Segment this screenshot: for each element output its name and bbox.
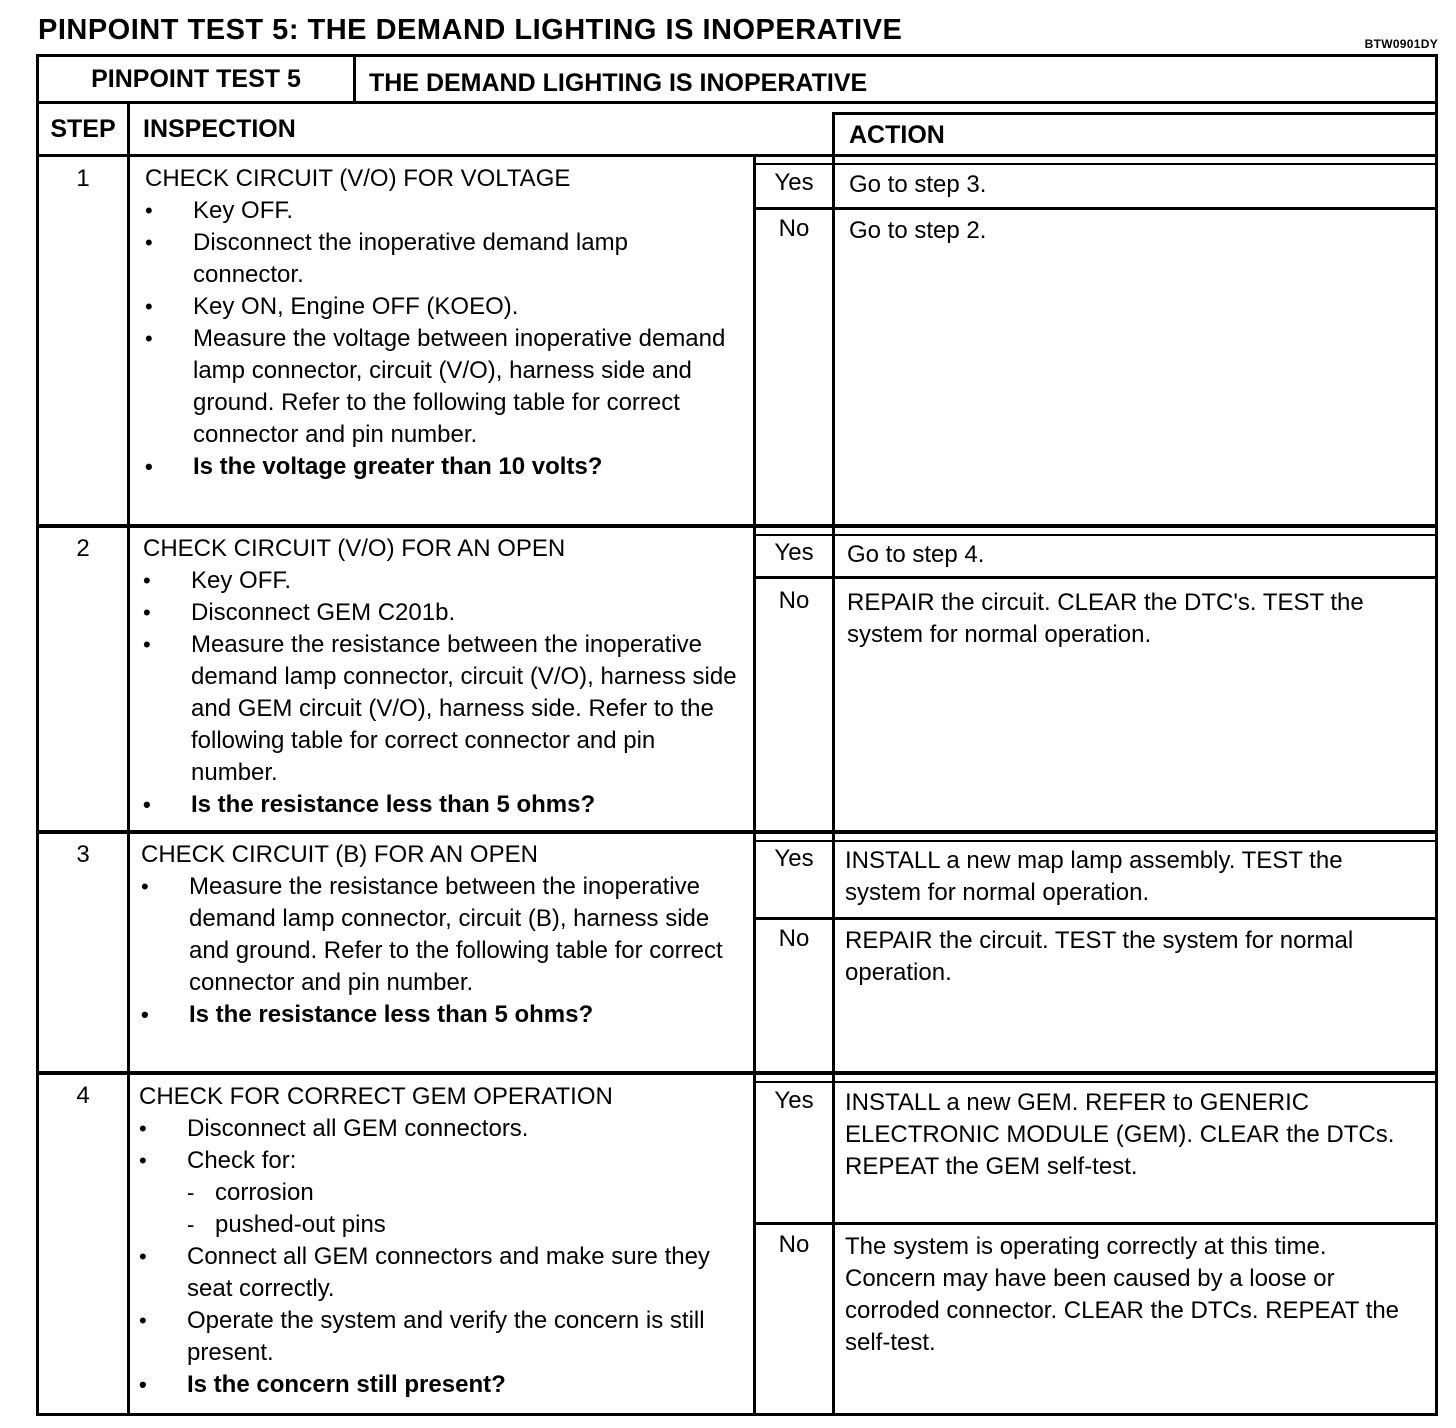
step-title: CHECK CIRCUIT (V/O) FOR AN OPEN — [143, 535, 566, 562]
inspection-cell — [143, 533, 737, 821]
inspection-cell — [141, 839, 737, 1031]
inspection-bullet-text: Check for: — [187, 1147, 297, 1174]
inspection-bullet: • Disconnect all GEM connectors. — [139, 1113, 739, 1145]
inspection-bullet — [139, 1145, 739, 1241]
test-title: THE DEMAND LIGHTING IS INOPERATIVE — [369, 69, 868, 97]
inspection-list — [141, 871, 737, 1031]
inspection-subitem: - pushed-out pins — [187, 1209, 739, 1241]
column-header-step: STEP — [50, 115, 116, 143]
inspection-bullet: • Key ON, Engine OFF (KOEO). — [145, 291, 735, 323]
inspection-sublist — [187, 1177, 739, 1241]
inspection-question: • Is the voltage greater than 10 volts? — [145, 451, 735, 483]
test-label: PINPOINT TEST 5 — [91, 65, 301, 93]
inspection-list — [145, 195, 735, 483]
no-action: REPAIR the circuit. CLEAR the DTC's. TEST the system for normal operation. — [847, 589, 1364, 648]
no-label: No — [778, 215, 810, 242]
inspection-bullet: • Operate the system and verify the concern is still present. — [139, 1305, 739, 1369]
yes-label: Yes — [774, 169, 814, 196]
step-title: CHECK FOR CORRECT GEM OPERATION — [139, 1083, 613, 1110]
pinpoint-test-table — [36, 54, 1438, 1416]
yes-label: Yes — [774, 845, 814, 872]
yes-action: INSTALL a new GEM. REFER to GENERIC ELECTRONIC MODULE (GEM). CLEAR the DTCs. REPEAT the GEM self-test. — [845, 1089, 1395, 1180]
yes-label: Yes — [774, 539, 814, 566]
inspection-question: • Is the resistance less than 5 ohms? — [141, 999, 737, 1031]
step-number: 4 — [76, 1082, 90, 1109]
inspection-question: • Is the resistance less than 5 ohms? — [143, 789, 737, 821]
step-title: CHECK CIRCUIT (B) FOR AN OPEN — [141, 841, 538, 868]
column-header-action: ACTION — [849, 121, 945, 149]
column-header-inspection: INSPECTION — [143, 115, 296, 143]
document-code: BTW0901DY — [1364, 37, 1438, 51]
yes-action: Go to step 4. — [847, 541, 985, 568]
no-label: No — [778, 925, 810, 952]
step-title: CHECK CIRCUIT (V/O) FOR VOLTAGE — [145, 165, 571, 192]
inspection-list — [139, 1113, 739, 1401]
inspection-bullet: • Connect all GEM connectors and make sure they seat correctly. — [139, 1241, 739, 1305]
no-label: No — [778, 587, 810, 614]
inspection-bullet: • Measure the voltage between inoperative demand lamp connector, circuit (V/O), harness side and ground. Refer to the following table for correct connector and pin number. — [145, 323, 735, 451]
inspection-question: • Is the concern still present? — [139, 1369, 739, 1401]
inspection-cell — [139, 1081, 739, 1401]
inspection-bullet: • Measure the resistance between the inoperative demand lamp connector, circuit (V/O), harness side and GEM circuit (V/O), harness side. Refer to the following table for correct connector and pin number. — [143, 629, 737, 789]
no-action: Go to step 2. — [849, 217, 987, 244]
inspection-cell — [145, 163, 735, 483]
no-action: REPAIR the circuit. TEST the system for normal operation. — [845, 927, 1354, 986]
inspection-bullet: • Key OFF. — [143, 565, 737, 597]
inspection-subitem: - corrosion — [187, 1177, 739, 1209]
inspection-bullet: • Disconnect GEM C201b. — [143, 597, 737, 629]
step-number: 2 — [76, 535, 90, 562]
step-number: 3 — [76, 841, 90, 868]
page-title: PINPOINT TEST 5: THE DEMAND LIGHTING IS INOPERATIVE — [38, 14, 903, 46]
no-label: No — [778, 1231, 810, 1258]
inspection-bullet: • Disconnect the inoperative demand lamp connector. — [145, 227, 735, 291]
no-action: The system is operating correctly at this time. Concern may have been caused by a loose or corroded connector. CLEAR the DTCs. REPEAT the self-test. — [845, 1233, 1400, 1356]
inspection-bullet: • Measure the resistance between the inoperative demand lamp connector, circuit (B), harness side and ground. Refer to the following table for correct connector and pin number. — [141, 871, 737, 999]
yes-action: INSTALL a new map lamp assembly. TEST the system for normal operation. — [845, 847, 1343, 906]
yes-action: Go to step 3. — [849, 171, 987, 198]
step-number: 1 — [76, 165, 90, 192]
inspection-list — [143, 565, 737, 821]
yes-label: Yes — [774, 1087, 814, 1114]
inspection-bullet: • Key OFF. — [145, 195, 735, 227]
